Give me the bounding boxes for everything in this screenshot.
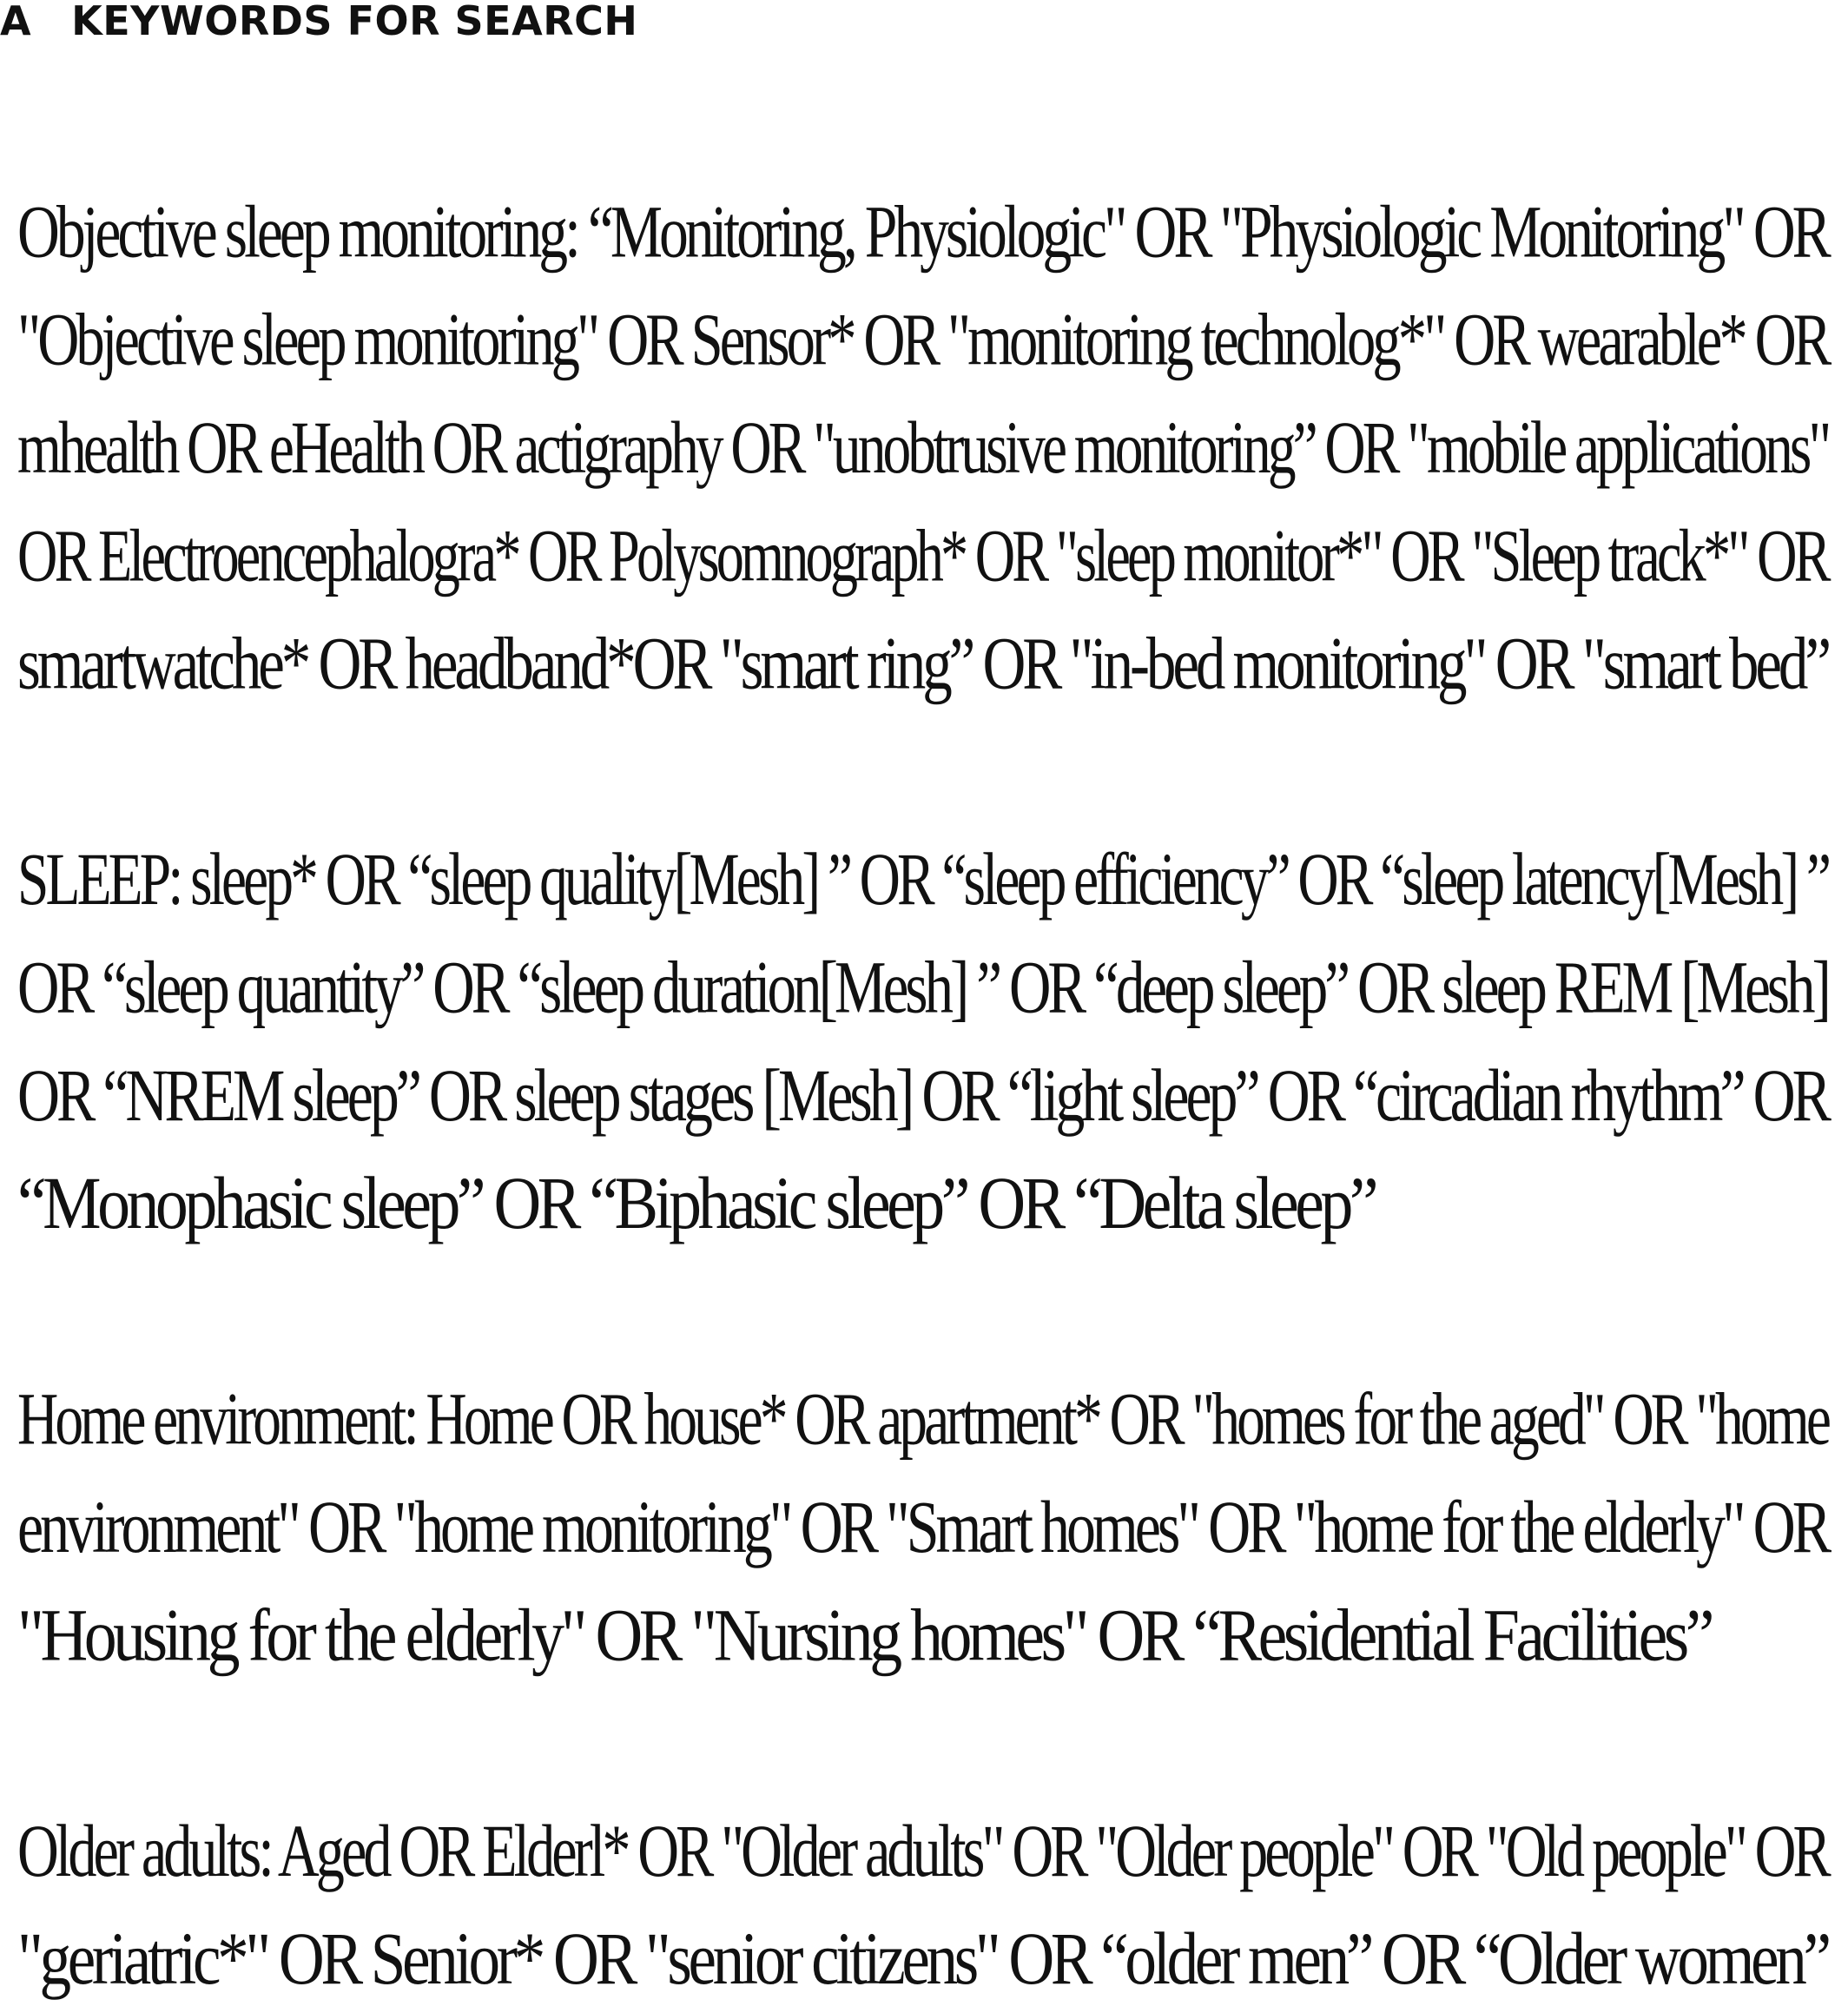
keyword-line: environment" OR "home monitoring" OR "Smart homes" OR "home for the elderly" OR: [17, 1474, 1640, 1581]
keyword-block-home-environment: [17, 1365, 1832, 1689]
keyword-line: Home environment: Home OR house* OR apartment* OR "homes for the aged" OR "home: [17, 1365, 1581, 1473]
keyword-line: Older adults: Aged OR Elderl* OR "Older adults" OR "Older people" OR "Old people" OR: [17, 1798, 1598, 1905]
keyword-block-objective-sleep-monitoring: [17, 178, 1832, 718]
keyword-line: OR Electroencephalogra* OR Polysomnograph* OR "sleep monitor*" OR "Sleep track*" OR: [17, 502, 1551, 610]
keyword-line: OR “sleep quantity” OR “sleep duration[Mesh] ” OR “deep sleep” OR sleep REM [Mesh]: [17, 934, 1618, 1041]
keyword-line: OR “NREM sleep” OR sleep stages [Mesh] OR “light sleep” OR “circadian rhythm” OR: [17, 1041, 1638, 1149]
keyword-line: "Housing for the elderly" OR "Nursing homes" OR “Residential Facilities”: [17, 1581, 1828, 1689]
keyword-line: Objective sleep monitoring: “Monitoring, Physiologic" OR "Physiologic Monitoring" OR: [17, 178, 1632, 286]
keyword-line: "Objective sleep monitoring" OR Sensor* OR "monitoring technolog*" OR wearable* OR: [17, 286, 1608, 393]
appendix-title: KEYWORDS FOR SEARCH: [71, 0, 637, 44]
keyword-line: "geriatric*" OR Senior* OR "senior citizens" OR “older men” OR “Older women”: [17, 1905, 1764, 2013]
appendix-letter: A: [0, 0, 31, 47]
keyword-line: SLEEP: sleep* OR “sleep quality[Mesh] ” OR “sleep efficiency” OR “sleep latency[Mesh] ”: [17, 826, 1579, 934]
keyword-block-older-adults: [17, 1798, 1832, 2013]
keyword-line: smartwatche* OR headband*OR "smart ring” OR "in-bed monitoring" OR "smart bed”: [17, 610, 1666, 717]
search-keywords-body: [17, 178, 1832, 2013]
keyword-line: “Monophasic sleep” OR “Biphasic sleep” OR “Delta sleep”: [17, 1150, 1828, 1257]
keyword-line: mhealth OR eHealth OR actigraphy OR "unobtrusive monitoring” OR "mobile applications": [17, 394, 1579, 502]
keyword-block-sleep: [17, 826, 1832, 1257]
appendix-heading: [0, 0, 637, 47]
